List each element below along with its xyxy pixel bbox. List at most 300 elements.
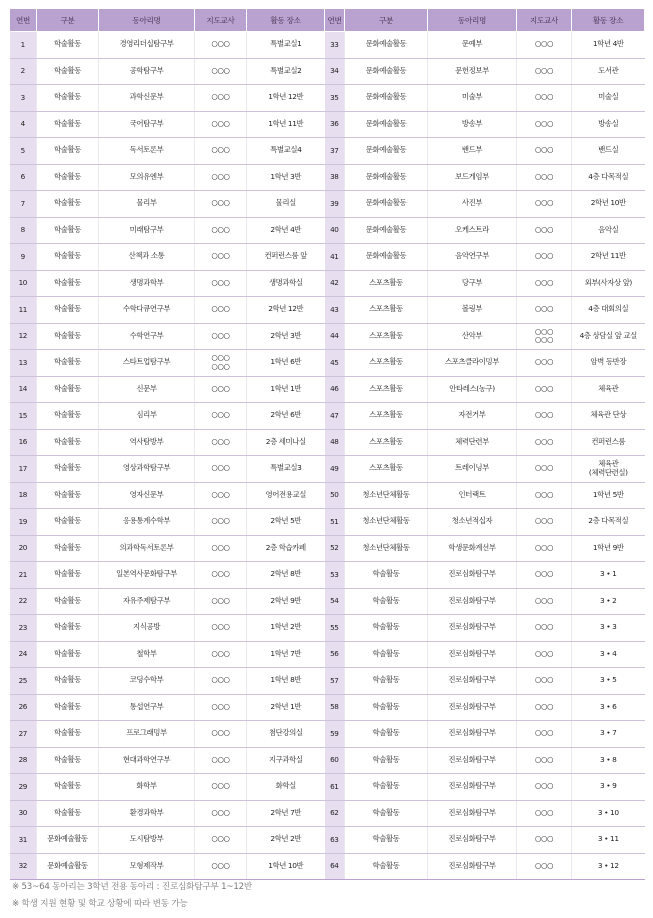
- cell-club-name: 체력단련부: [428, 429, 517, 456]
- cell-location: 생명과학실: [247, 270, 325, 297]
- cell-location: 2학년 4반: [247, 217, 325, 244]
- cell-number: 4: [10, 111, 37, 138]
- cell-location: 1학년 4반: [572, 32, 645, 59]
- table-row: [10, 747, 325, 774]
- cell-number: 15: [10, 403, 37, 430]
- cell-location: 2학년 9반: [247, 588, 325, 615]
- cell-category: 학술활동: [37, 297, 99, 324]
- header-location: 활동 장소: [247, 9, 325, 32]
- cell-teacher: ○○○: [195, 403, 247, 430]
- table-row: [10, 562, 325, 589]
- cell-category: 학술활동: [37, 350, 99, 377]
- table-row: [10, 456, 325, 483]
- cell-club-name: 일본역사문화탐구부: [99, 562, 195, 589]
- cell-category: 학술활동: [345, 562, 428, 589]
- table-row: [10, 429, 325, 456]
- cell-club-name: 진로심화탐구부: [428, 774, 517, 801]
- cell-location: 1학년 1반: [247, 376, 325, 403]
- cell-number: 31: [10, 827, 37, 854]
- cell-club-name: 화학부: [99, 774, 195, 801]
- cell-category: 문화예술활동: [345, 111, 428, 138]
- cell-category: 스포츠활동: [345, 270, 428, 297]
- cell-teacher: ○○○: [517, 641, 572, 668]
- cell-number: 42: [325, 270, 345, 297]
- cell-number: 58: [325, 694, 345, 721]
- cell-club-name: 진로심화탐구부: [428, 668, 517, 695]
- cell-category: 학술활동: [37, 111, 99, 138]
- cell-location: 2층 다목적실: [572, 509, 645, 536]
- cell-number: 9: [10, 244, 37, 271]
- table-row: [325, 747, 645, 774]
- cell-teacher: ○○○: [195, 111, 247, 138]
- cell-teacher: ○○○: [195, 800, 247, 827]
- cell-location: 컨퍼런스룸 앞: [247, 244, 325, 271]
- cell-club-name: 코딩수학부: [99, 668, 195, 695]
- cell-location: 1학년 3반: [247, 164, 325, 191]
- cell-teacher: ○○○: [517, 694, 572, 721]
- cell-teacher: ○○○: [517, 800, 572, 827]
- cell-location: 2학년 6반: [247, 403, 325, 430]
- table-row: [325, 456, 645, 483]
- cell-category: 문화예술활동: [345, 217, 428, 244]
- cell-category: 학술활동: [37, 747, 99, 774]
- cell-number: 48: [325, 429, 345, 456]
- cell-teacher: ○○○: [195, 164, 247, 191]
- cell-club-name: 경영리더십탐구부: [99, 32, 195, 59]
- table-row: [10, 270, 325, 297]
- cell-location: 특별교실1: [247, 32, 325, 59]
- cell-category: 학술활동: [345, 721, 428, 748]
- table-row: [10, 535, 325, 562]
- cell-number: 47: [325, 403, 345, 430]
- cell-club-name: 문헌정보부: [428, 58, 517, 85]
- cell-location: 체육관: [572, 376, 645, 403]
- cell-location: 3 • 9: [572, 774, 645, 801]
- cell-number: 8: [10, 217, 37, 244]
- table-row: [10, 668, 325, 695]
- cell-number: 45: [325, 350, 345, 377]
- cell-club-name: 통섭연구부: [99, 694, 195, 721]
- header-club-name: 동아리명: [99, 9, 195, 32]
- cell-number: 59: [325, 721, 345, 748]
- table-row: [10, 217, 325, 244]
- cell-club-name: 영자신문부: [99, 482, 195, 509]
- cell-location: 외부(사자상 앞): [572, 270, 645, 297]
- cell-club-name: 진로심화탐구부: [428, 747, 517, 774]
- table-row: [325, 58, 645, 85]
- cell-club-name: 산악부: [428, 323, 517, 350]
- cell-category: 학술활동: [345, 641, 428, 668]
- cell-teacher: ○○○: [195, 270, 247, 297]
- cell-teacher: ○○○: [195, 138, 247, 165]
- cell-number: 29: [10, 774, 37, 801]
- cell-club-name: 볼링부: [428, 297, 517, 324]
- cell-teacher: ○○○: [195, 588, 247, 615]
- cell-category: 문화예술활동: [345, 32, 428, 59]
- cell-club-name: 당구부: [428, 270, 517, 297]
- header-teacher: 지도교사: [195, 9, 247, 32]
- cell-number: 36: [325, 111, 345, 138]
- table-row: [10, 774, 325, 801]
- cell-location: 1학년 2반: [247, 615, 325, 642]
- cell-club-name: 안타레스(농구): [428, 376, 517, 403]
- cell-club-name: 프로그래밍부: [99, 721, 195, 748]
- club-table-right: [324, 8, 645, 880]
- cell-category: 학술활동: [37, 270, 99, 297]
- cell-location: 1학년 5반: [572, 482, 645, 509]
- cell-category: 학술활동: [37, 615, 99, 642]
- cell-location: 1학년 8반: [247, 668, 325, 695]
- table-row: [10, 350, 325, 377]
- cell-number: 61: [325, 774, 345, 801]
- cell-teacher: ○○○: [517, 297, 572, 324]
- cell-location: 1학년 10반: [247, 853, 325, 880]
- cell-club-name: 지식공방: [99, 615, 195, 642]
- cell-teacher: ○○○: [517, 535, 572, 562]
- table-row: [10, 138, 325, 165]
- cell-club-name: 진로심화탐구부: [428, 853, 517, 880]
- cell-number: 64: [325, 853, 345, 880]
- table-row: [325, 429, 645, 456]
- cell-category: 학술활동: [37, 244, 99, 271]
- cell-club-name: 사진부: [428, 191, 517, 218]
- cell-category: 스포츠활동: [345, 376, 428, 403]
- cell-teacher: ○○○: [517, 588, 572, 615]
- cell-teacher: ○○○: [195, 774, 247, 801]
- cell-club-name: 보드게임부: [428, 164, 517, 191]
- cell-club-name: 진로심화탐구부: [428, 641, 517, 668]
- cell-category: 학술활동: [37, 138, 99, 165]
- cell-category: 스포츠활동: [345, 323, 428, 350]
- cell-club-name: 문예부: [428, 32, 517, 59]
- cell-location: 3 • 8: [572, 747, 645, 774]
- cell-number: 23: [10, 615, 37, 642]
- cell-number: 12: [10, 323, 37, 350]
- cell-location: 2학년 11반: [572, 244, 645, 271]
- cell-location: 밴드실: [572, 138, 645, 165]
- cell-teacher: ○○○: [517, 138, 572, 165]
- table-row: [10, 323, 325, 350]
- cell-club-name: 응용통계수학부: [99, 509, 195, 536]
- table-row: [10, 827, 325, 854]
- cell-teacher: ○○○: [195, 509, 247, 536]
- cell-number: 51: [325, 509, 345, 536]
- cell-category: 청소년단체활동: [345, 482, 428, 509]
- cell-number: 63: [325, 827, 345, 854]
- cell-category: 문화예술활동: [345, 164, 428, 191]
- cell-location: 4층 상담실 앞 교실: [572, 323, 645, 350]
- cell-category: 학술활동: [345, 774, 428, 801]
- cell-club-name: 인터랙트: [428, 482, 517, 509]
- cell-category: 학술활동: [37, 668, 99, 695]
- cell-location: 2학년 8반: [247, 562, 325, 589]
- cell-teacher: ○○○: [195, 85, 247, 112]
- cell-number: 34: [325, 58, 345, 85]
- cell-category: 학술활동: [37, 800, 99, 827]
- cell-category: 학술활동: [37, 58, 99, 85]
- cell-teacher: ○○○: [195, 482, 247, 509]
- cell-teacher: ○○○ ○○○: [517, 323, 572, 350]
- cell-club-name: 진로심화탐구부: [428, 694, 517, 721]
- cell-number: 62: [325, 800, 345, 827]
- cell-category: 학술활동: [37, 429, 99, 456]
- cell-club-name: 모의유엔부: [99, 164, 195, 191]
- cell-teacher: ○○○: [195, 827, 247, 854]
- cell-club-name: 물리부: [99, 191, 195, 218]
- cell-category: 학술활동: [37, 164, 99, 191]
- cell-club-name: 철학부: [99, 641, 195, 668]
- cell-teacher: ○○○: [517, 562, 572, 589]
- cell-club-name: 산책과 소통: [99, 244, 195, 271]
- table-row: [10, 482, 325, 509]
- cell-club-name: 수학연구부: [99, 323, 195, 350]
- cell-teacher: ○○○: [517, 376, 572, 403]
- cell-number: 6: [10, 164, 37, 191]
- cell-location: 3 • 7: [572, 721, 645, 748]
- header-number: 연번: [10, 9, 37, 32]
- cell-club-name: 진로심화탐구부: [428, 721, 517, 748]
- cell-teacher: ○○○: [517, 615, 572, 642]
- cell-category: 학술활동: [37, 535, 99, 562]
- cell-category: 스포츠활동: [345, 350, 428, 377]
- cell-number: 25: [10, 668, 37, 695]
- cell-teacher: ○○○ ○○○: [195, 350, 247, 377]
- cell-category: 스포츠활동: [345, 403, 428, 430]
- table-row: [10, 853, 325, 880]
- table-row: [10, 164, 325, 191]
- cell-club-name: 방송부: [428, 111, 517, 138]
- table-row: [10, 85, 325, 112]
- cell-number: 53: [325, 562, 345, 589]
- cell-location: 3 • 5: [572, 668, 645, 695]
- cell-number: 49: [325, 456, 345, 483]
- table-row: [10, 694, 325, 721]
- cell-club-name: 현대과학연구부: [99, 747, 195, 774]
- cell-number: 32: [10, 853, 37, 880]
- cell-teacher: ○○○: [195, 297, 247, 324]
- cell-category: 학술활동: [345, 588, 428, 615]
- cell-number: 50: [325, 482, 345, 509]
- cell-number: 28: [10, 747, 37, 774]
- cell-number: 7: [10, 191, 37, 218]
- cell-club-name: 도시탐방부: [99, 827, 195, 854]
- cell-location: 체육관 단상: [572, 403, 645, 430]
- cell-teacher: ○○○: [195, 244, 247, 271]
- cell-category: 학술활동: [37, 774, 99, 801]
- table-row: [325, 138, 645, 165]
- cell-teacher: ○○○: [195, 456, 247, 483]
- cell-location: 특별교실3: [247, 456, 325, 483]
- cell-category: 학술활동: [345, 668, 428, 695]
- cell-category: 학술활동: [37, 509, 99, 536]
- cell-club-name: 진로심화탐구부: [428, 800, 517, 827]
- cell-number: 1: [10, 32, 37, 59]
- cell-club-name: 자전거부: [428, 403, 517, 430]
- cell-category: 학술활동: [345, 800, 428, 827]
- cell-club-name: 진로심화탐구부: [428, 562, 517, 589]
- footnote-grade3: ※ 53~64 동아리는 3학년 전용 동아리 : 진로심화탐구부 1~12반: [12, 882, 253, 892]
- cell-teacher: ○○○: [195, 191, 247, 218]
- cell-category: 문화예술활동: [345, 138, 428, 165]
- cell-location: 1학년 7반: [247, 641, 325, 668]
- cell-category: 학술활동: [37, 694, 99, 721]
- cell-category: 문화예술활동: [345, 191, 428, 218]
- cell-teacher: ○○○: [517, 164, 572, 191]
- cell-category: 학술활동: [37, 721, 99, 748]
- table-header-row: [10, 9, 325, 32]
- cell-club-name: 수학다큐연구부: [99, 297, 195, 324]
- table-row: [10, 111, 325, 138]
- cell-location: 3 • 10: [572, 800, 645, 827]
- cell-location: 4층 다목적실: [572, 164, 645, 191]
- cell-teacher: ○○○: [195, 217, 247, 244]
- cell-teacher: ○○○: [195, 694, 247, 721]
- table-header-row: [325, 9, 645, 32]
- cell-number: 38: [325, 164, 345, 191]
- cell-category: 스포츠활동: [345, 297, 428, 324]
- cell-category: 문화예술활동: [37, 853, 99, 880]
- cell-number: 41: [325, 244, 345, 271]
- table-row: [325, 774, 645, 801]
- table-row: [10, 509, 325, 536]
- cell-club-name: 환경과학부: [99, 800, 195, 827]
- cell-location: 2학년 5반: [247, 509, 325, 536]
- cell-location: 화학실: [247, 774, 325, 801]
- cell-category: 학술활동: [37, 323, 99, 350]
- cell-category: 문화예술활동: [345, 244, 428, 271]
- cell-category: 스포츠활동: [345, 429, 428, 456]
- cell-location: 첨단강의실: [247, 721, 325, 748]
- table-row: [325, 482, 645, 509]
- cell-teacher: ○○○: [517, 827, 572, 854]
- cell-number: 37: [325, 138, 345, 165]
- cell-location: 특별교실2: [247, 58, 325, 85]
- cell-number: 5: [10, 138, 37, 165]
- cell-category: 학술활동: [37, 191, 99, 218]
- cell-location: 2학년 7반: [247, 800, 325, 827]
- table-row: [10, 615, 325, 642]
- cell-category: 문화예술활동: [345, 58, 428, 85]
- footnote-change: ※ 학생 지원 현황 및 학교 상황에 따라 변동 가능: [12, 899, 188, 909]
- cell-number: 21: [10, 562, 37, 589]
- cell-number: 55: [325, 615, 345, 642]
- table-row: [325, 217, 645, 244]
- cell-category: 학술활동: [345, 747, 428, 774]
- cell-location: 3 • 11: [572, 827, 645, 854]
- cell-teacher: ○○○: [517, 509, 572, 536]
- table-row: [325, 244, 645, 271]
- table-row: [10, 588, 325, 615]
- cell-teacher: ○○○: [195, 58, 247, 85]
- cell-number: 24: [10, 641, 37, 668]
- cell-teacher: ○○○: [517, 721, 572, 748]
- table-row: [10, 58, 325, 85]
- cell-number: 13: [10, 350, 37, 377]
- cell-club-name: 모형제작부: [99, 853, 195, 880]
- cell-club-name: 영상과학탐구부: [99, 456, 195, 483]
- cell-teacher: ○○○: [517, 191, 572, 218]
- cell-category: 학술활동: [37, 32, 99, 59]
- cell-category: 청소년단체활동: [345, 535, 428, 562]
- cell-teacher: ○○○: [195, 535, 247, 562]
- cell-category: 학술활동: [345, 853, 428, 880]
- table-row: [325, 641, 645, 668]
- cell-location: 음악실: [572, 217, 645, 244]
- table-row: [10, 641, 325, 668]
- cell-club-name: 미술부: [428, 85, 517, 112]
- header-club-name: 동아리명: [428, 9, 517, 32]
- cell-location: 2학년 12반: [247, 297, 325, 324]
- cell-location: 물리실: [247, 191, 325, 218]
- cell-category: 학술활동: [37, 376, 99, 403]
- cell-teacher: ○○○: [195, 641, 247, 668]
- cell-number: 2: [10, 58, 37, 85]
- table-row: [325, 403, 645, 430]
- cell-location: 방송실: [572, 111, 645, 138]
- cell-number: 35: [325, 85, 345, 112]
- cell-category: 학술활동: [37, 85, 99, 112]
- cell-teacher: ○○○: [517, 403, 572, 430]
- cell-category: 학술활동: [37, 217, 99, 244]
- cell-category: 학술활동: [345, 827, 428, 854]
- cell-category: 학술활동: [37, 456, 99, 483]
- table-row: [325, 721, 645, 748]
- cell-teacher: ○○○: [517, 774, 572, 801]
- cell-location: 3 • 2: [572, 588, 645, 615]
- table-row: [325, 323, 645, 350]
- cell-category: 스포츠활동: [345, 456, 428, 483]
- cell-number: 46: [325, 376, 345, 403]
- cell-club-name: 진로심화탐구부: [428, 588, 517, 615]
- cell-category: 학술활동: [345, 694, 428, 721]
- cell-number: 33: [325, 32, 345, 59]
- header-category: 구분: [345, 9, 428, 32]
- cell-location: 3 • 6: [572, 694, 645, 721]
- cell-number: 39: [325, 191, 345, 218]
- cell-club-name: 진로심화탐구부: [428, 827, 517, 854]
- cell-location: 지구과학실: [247, 747, 325, 774]
- cell-number: 14: [10, 376, 37, 403]
- cell-number: 3: [10, 85, 37, 112]
- cell-teacher: ○○○: [517, 456, 572, 483]
- cell-club-name: 심리부: [99, 403, 195, 430]
- cell-category: 학술활동: [37, 588, 99, 615]
- table-row: [325, 297, 645, 324]
- table-row: [325, 615, 645, 642]
- cell-number: 54: [325, 588, 345, 615]
- table-row: [10, 800, 325, 827]
- header-number: 연번: [325, 9, 345, 32]
- cell-teacher: ○○○: [195, 429, 247, 456]
- cell-number: 52: [325, 535, 345, 562]
- cell-location: 미술실: [572, 85, 645, 112]
- cell-category: 학술활동: [345, 615, 428, 642]
- cell-location: 2층 학습카페: [247, 535, 325, 562]
- cell-club-name: 독서토론부: [99, 138, 195, 165]
- cell-teacher: ○○○: [517, 111, 572, 138]
- cell-teacher: ○○○: [517, 853, 572, 880]
- table-row: [10, 376, 325, 403]
- cell-number: 60: [325, 747, 345, 774]
- table-row: [325, 164, 645, 191]
- table-row: [325, 509, 645, 536]
- table-row: [325, 668, 645, 695]
- table-row: [325, 111, 645, 138]
- cell-category: 문화예술활동: [37, 827, 99, 854]
- cell-club-name: 과학신문부: [99, 85, 195, 112]
- table-row: [10, 32, 325, 59]
- cell-number: 27: [10, 721, 37, 748]
